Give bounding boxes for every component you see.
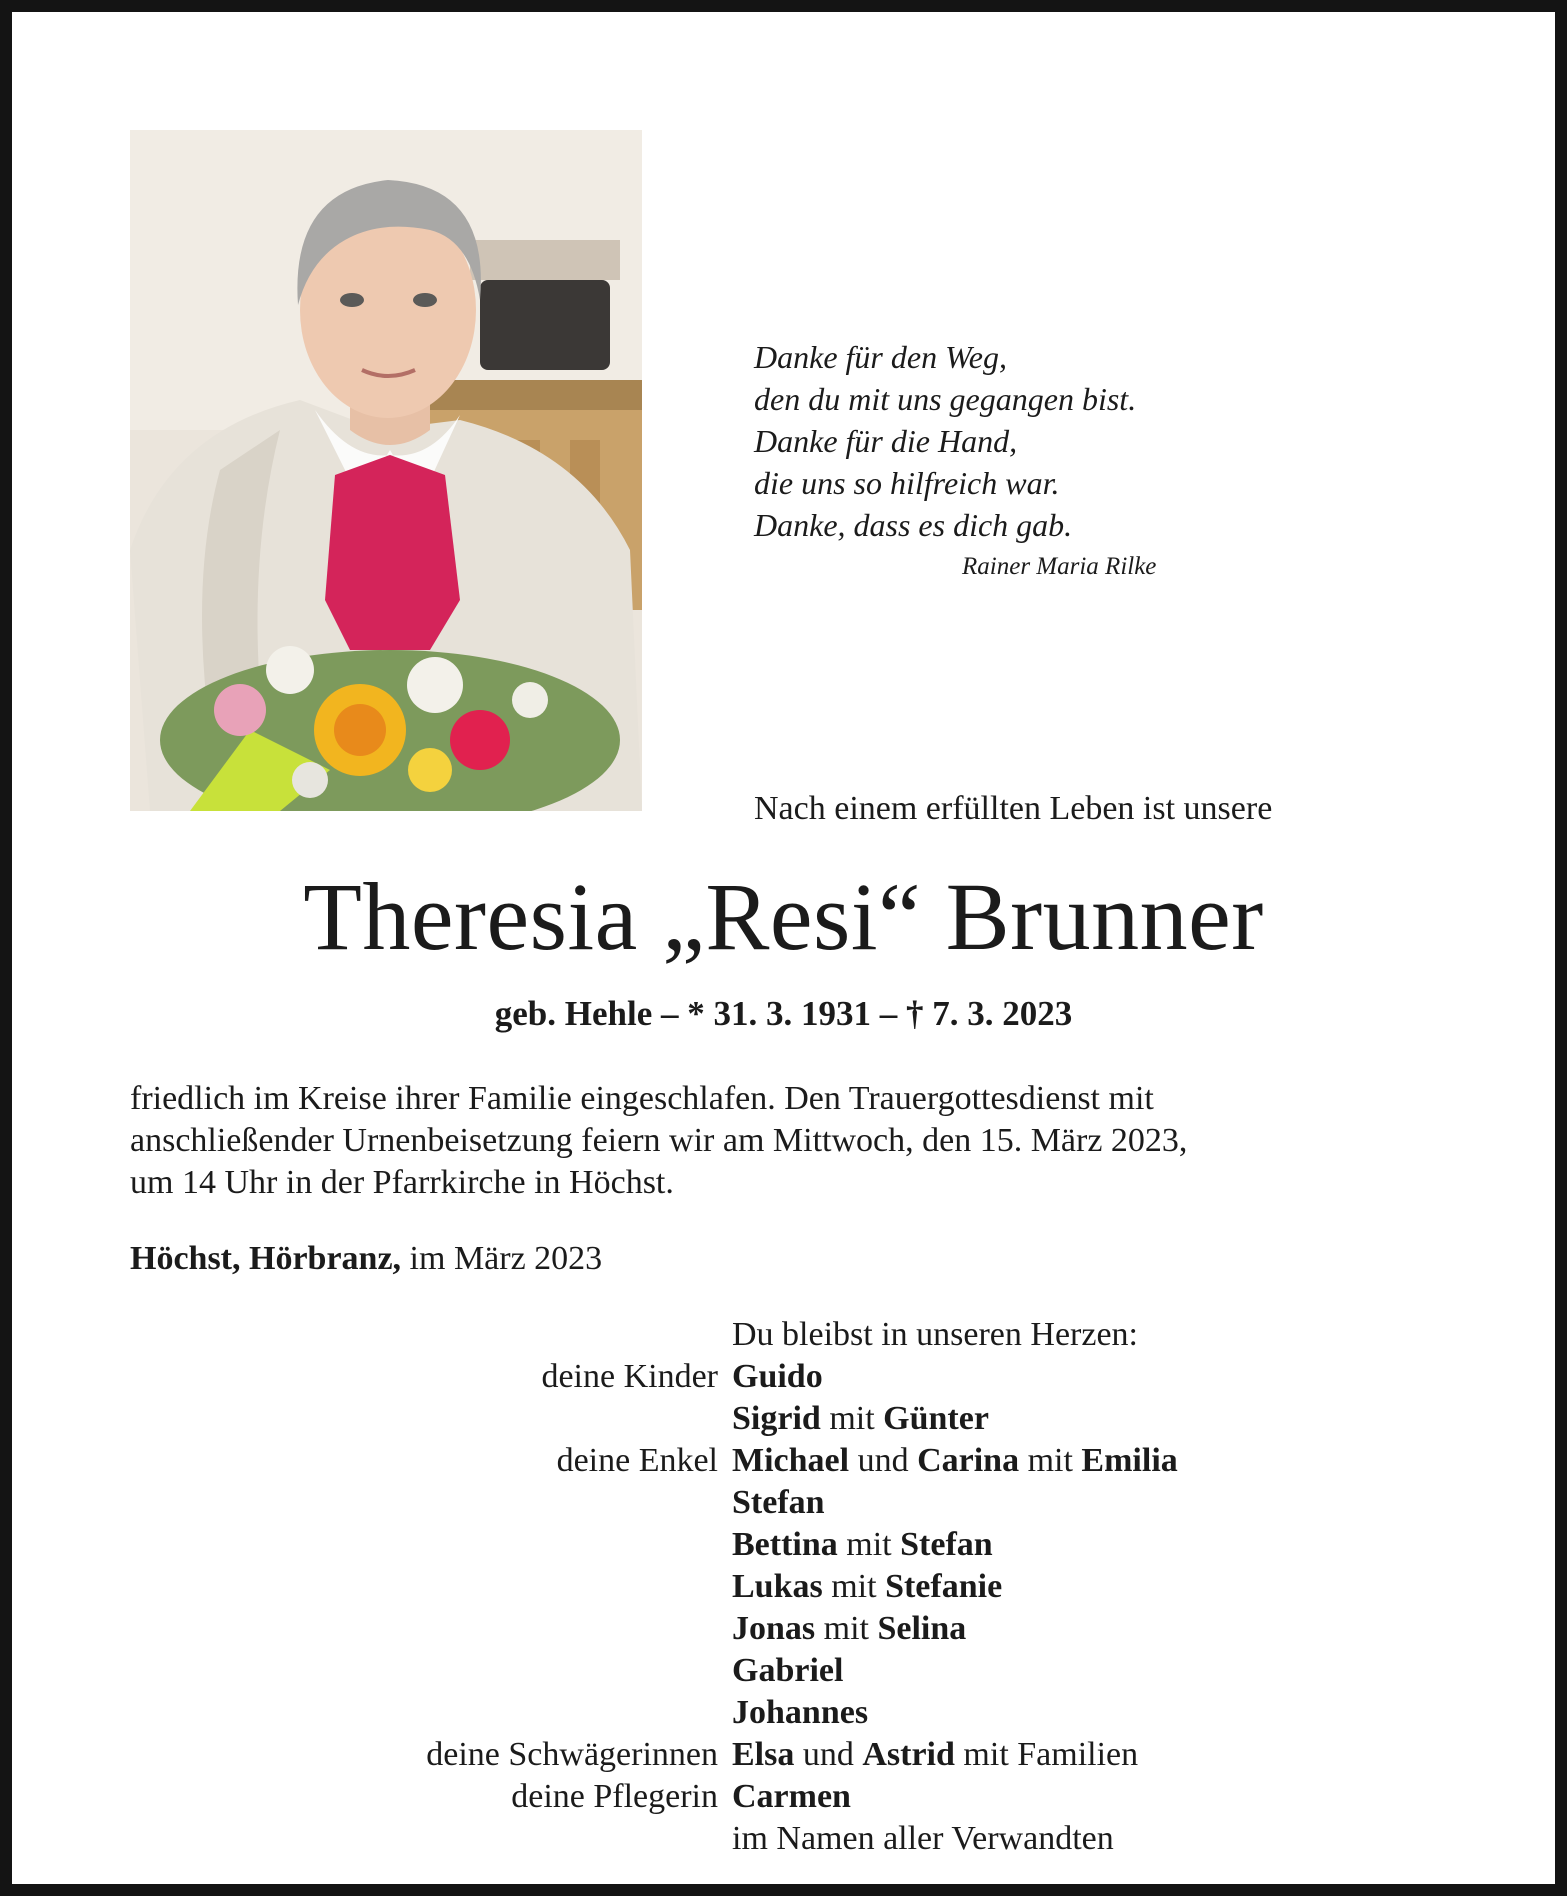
mourner-names [732, 1776, 851, 1818]
mourner-relation: deine Enkel [556, 1442, 718, 1479]
mourner-row [12, 1608, 1567, 1650]
mourner-row [12, 1734, 1567, 1776]
mourner-row [12, 1356, 1567, 1398]
mourner-name: Stefan [732, 1484, 825, 1521]
mourner-name: Johannes [732, 1694, 869, 1731]
mourners-list [12, 1314, 1567, 1860]
quote-author: Rainer Maria Rilke [962, 553, 1157, 580]
mourner-name: Stefan [900, 1526, 993, 1563]
place-date [130, 1240, 602, 1278]
mourner-row [12, 1566, 1567, 1608]
life-dates: geb. Hehle – * 31. 3. 1931 – † 7. 3. 2023 [494, 994, 1073, 1033]
mourner-connector: mit [837, 1526, 901, 1563]
mourner-connector: im Namen aller Verwandten [732, 1820, 1114, 1857]
mourner-row [12, 1776, 1567, 1818]
mourner-name: Günter [883, 1400, 989, 1437]
quote-line: den du mit uns gegangen bist. [754, 381, 1137, 417]
intro-text: Nach einem erfüllten Leben ist unsere [754, 790, 1273, 827]
mourner-names [732, 1440, 1178, 1482]
mourner-name: Carmen [732, 1778, 851, 1815]
mourner-names [732, 1482, 825, 1524]
mourner-names [732, 1650, 843, 1692]
mourner-connector: mit [815, 1610, 878, 1647]
mourner-name: Gabriel [732, 1652, 844, 1689]
announcement-line: um 14 Uhr in der Pfarrkirche in Höchst. [130, 1164, 674, 1201]
portrait-illustration [130, 130, 642, 811]
mourner-row [12, 1692, 1567, 1734]
funeral-announcement [130, 1078, 1470, 1204]
mourner-name: Bettina [732, 1526, 838, 1563]
mourner-connector: mit [1019, 1442, 1082, 1479]
mourner-name: Stefanie [885, 1568, 1003, 1605]
place-names: Höchst, Hörbranz, [130, 1240, 402, 1277]
mourner-row [12, 1440, 1567, 1482]
mourner-row [12, 1398, 1567, 1440]
mourner-connector: und [849, 1442, 918, 1479]
quote-line: die uns so hilfreich war. [754, 465, 1060, 501]
quote-block [754, 336, 1514, 584]
mourner-row [12, 1524, 1567, 1566]
announcement-line: friedlich im Kreise ihrer Familie eingeschlafen. Den Trauergottesdienst mit [130, 1080, 1154, 1117]
mourners-heading: Du bleibst in unseren Herzen: [732, 1316, 1138, 1353]
mourner-names [732, 1398, 989, 1440]
deceased-name: Theresia „Resi“ Brunner [303, 863, 1264, 970]
mourner-name: Michael [732, 1442, 850, 1479]
mourner-row [12, 1650, 1567, 1692]
mourners-heading-row [12, 1314, 1567, 1356]
announcement-line: anschließender Urnenbeisetzung feiern wir am Mittwoch, den 15. März 2023, [130, 1122, 1188, 1159]
mourner-names [732, 1692, 868, 1734]
mourner-name: Lukas [732, 1568, 823, 1605]
mourner-relation: deine Pflegerin [511, 1778, 718, 1815]
mourner-name: Emilia [1081, 1442, 1178, 1479]
quote-line: Danke für die Hand, [754, 423, 1018, 459]
quote-line: Danke, dass es dich gab. [754, 507, 1073, 543]
mourner-connector: mit [820, 1400, 884, 1437]
mourner-connector: mit [822, 1568, 886, 1605]
mourner-connector: und [794, 1736, 863, 1773]
mourner-names [732, 1524, 993, 1566]
mourner-name: Guido [732, 1358, 823, 1395]
quote-line: Danke für den Weg, [754, 339, 1007, 375]
mourner-relation: deine Kinder [541, 1358, 718, 1395]
mourner-name: Jonas [732, 1610, 816, 1647]
mourner-relation: deine Schwägerinnen [426, 1736, 718, 1773]
mourner-row [12, 1818, 1567, 1860]
mourner-name: Carina [917, 1442, 1020, 1479]
portrait-photo [130, 130, 642, 811]
mourner-row [12, 1482, 1567, 1524]
mourner-names [732, 1818, 1114, 1860]
mourner-name: Astrid [862, 1736, 955, 1773]
mourner-name: Selina [877, 1610, 967, 1647]
mourner-names [732, 1608, 966, 1650]
mourner-connector: mit Familien [954, 1736, 1139, 1773]
place-month: im März 2023 [401, 1240, 603, 1277]
mourner-names [732, 1356, 823, 1398]
mourner-name: Sigrid [732, 1400, 821, 1437]
mourner-name: Elsa [732, 1736, 795, 1773]
mourner-names [732, 1566, 1002, 1608]
mourner-names [732, 1734, 1138, 1776]
